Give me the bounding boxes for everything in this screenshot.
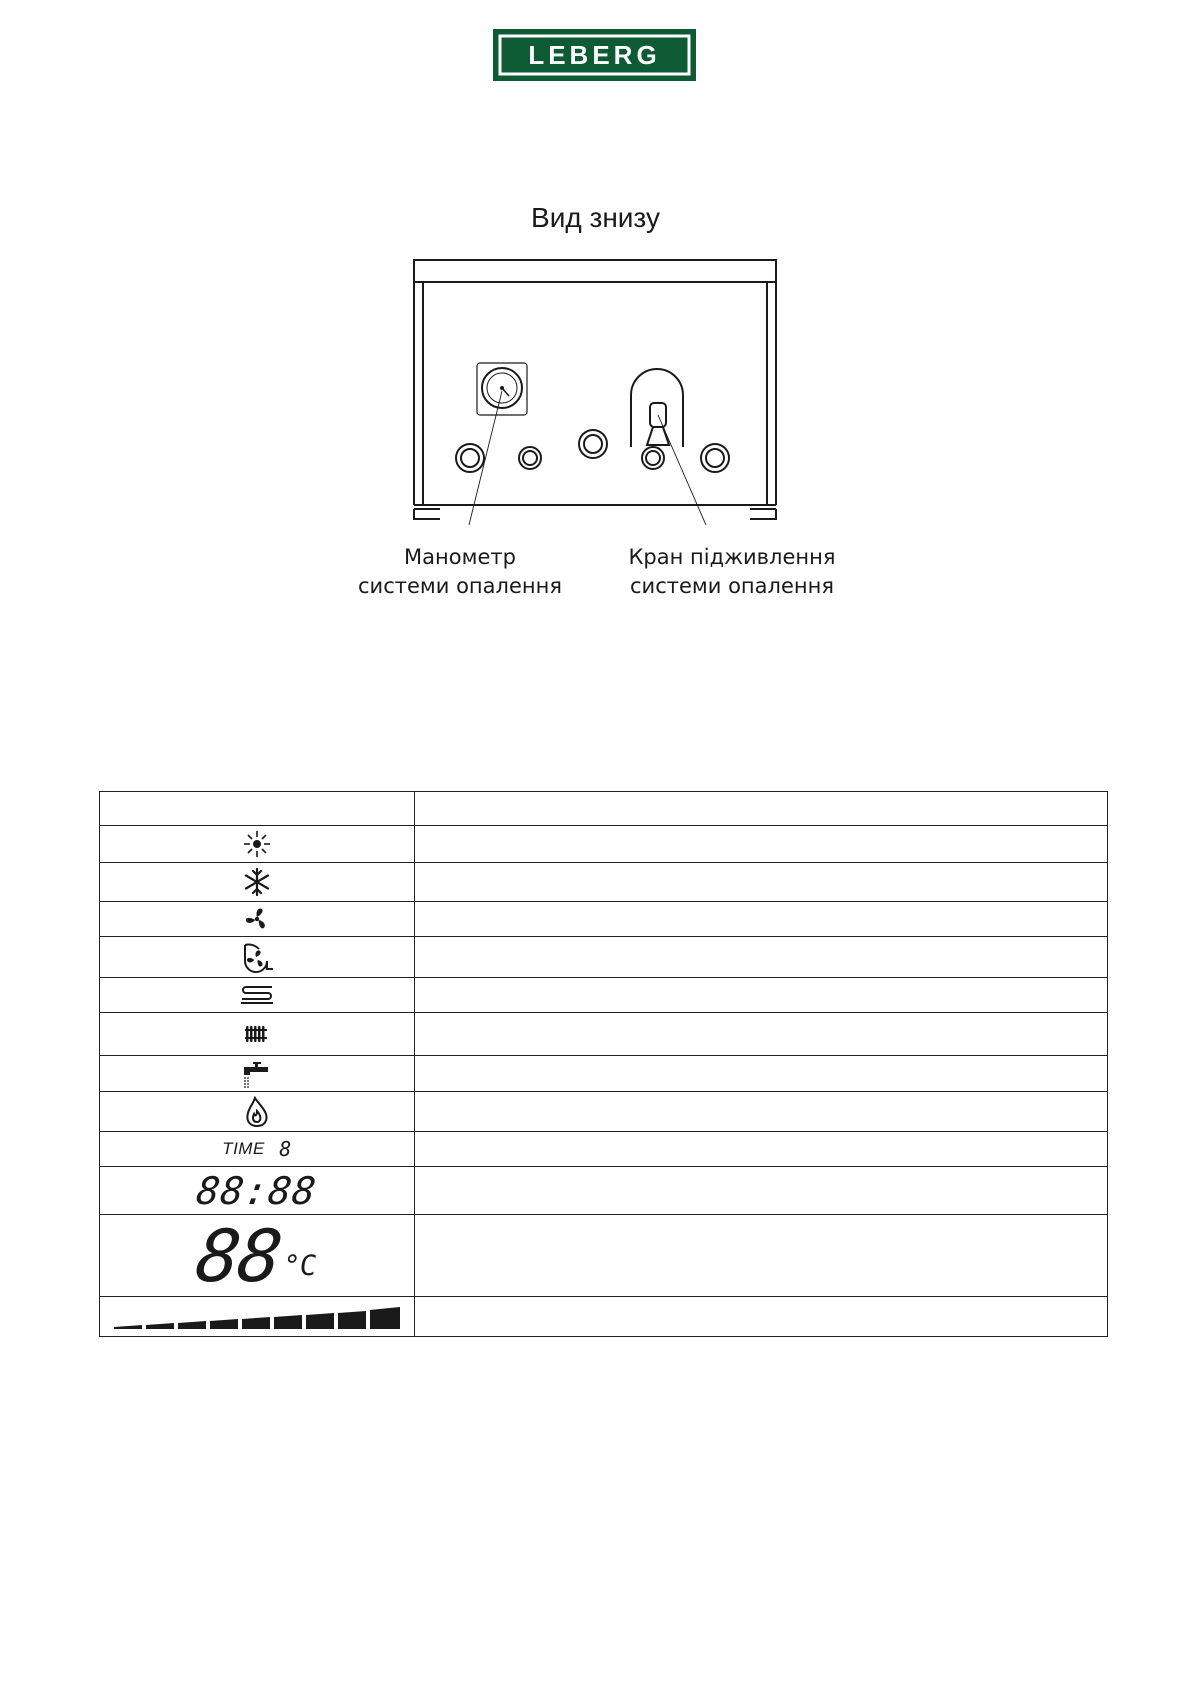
row-description — [415, 1297, 1108, 1337]
table-row — [100, 1167, 1108, 1215]
table-row — [100, 1297, 1108, 1337]
radiator-icon — [245, 1024, 269, 1044]
sun-icon — [242, 829, 272, 859]
time-indicator — [222, 1137, 292, 1161]
clock-display: 88:88 — [194, 1168, 320, 1213]
table-row — [100, 863, 1108, 902]
table-row — [100, 1013, 1108, 1056]
level-bar-icon — [114, 1304, 400, 1330]
time-digit: 8 — [279, 1137, 292, 1161]
temperature-unit: °C — [280, 1248, 319, 1282]
flame-icon — [244, 1096, 270, 1128]
fill-tap-icon — [631, 369, 683, 447]
row-description — [415, 826, 1108, 863]
table-row — [100, 826, 1108, 863]
fan-housing-icon — [240, 941, 274, 973]
row-description — [415, 1013, 1108, 1056]
fill-tap-callout: Кран підживлення системи опалення — [628, 545, 836, 598]
table-row — [100, 1056, 1108, 1092]
header-symbol-cell — [100, 792, 415, 826]
row-description — [415, 902, 1108, 937]
row-description — [415, 1132, 1108, 1167]
row-description — [415, 1092, 1108, 1132]
header-description-cell — [415, 792, 1108, 826]
heat-exchanger-icon — [240, 985, 274, 1005]
row-description — [415, 1056, 1108, 1092]
row-description — [415, 863, 1108, 902]
row-description — [415, 1167, 1108, 1215]
temperature-digits: 88 — [190, 1213, 286, 1298]
view-title: Вид знизу — [531, 202, 660, 233]
row-description — [415, 937, 1108, 978]
table-row — [100, 1215, 1108, 1297]
tap-icon — [242, 1059, 272, 1089]
table-header-row — [100, 792, 1108, 826]
time-label: TIME — [222, 1139, 265, 1158]
leberg-logo — [493, 29, 696, 81]
display-symbols-table — [99, 791, 1108, 1337]
temperature-display — [190, 1213, 322, 1298]
table-row — [100, 978, 1108, 1013]
manometer-icon — [477, 363, 527, 415]
fan-icon — [244, 906, 270, 932]
table-row — [100, 937, 1108, 978]
table-row — [100, 1132, 1108, 1167]
row-description — [415, 1215, 1108, 1297]
row-description — [415, 978, 1108, 1013]
snowflake-icon — [242, 867, 272, 897]
boiler-bottom-view — [395, 255, 795, 525]
table-row — [100, 1092, 1108, 1132]
table-row — [100, 902, 1108, 937]
svg-text:LEBERG: LEBERG — [528, 40, 661, 70]
manometer-callout: Манометр системи опалення — [358, 545, 562, 598]
